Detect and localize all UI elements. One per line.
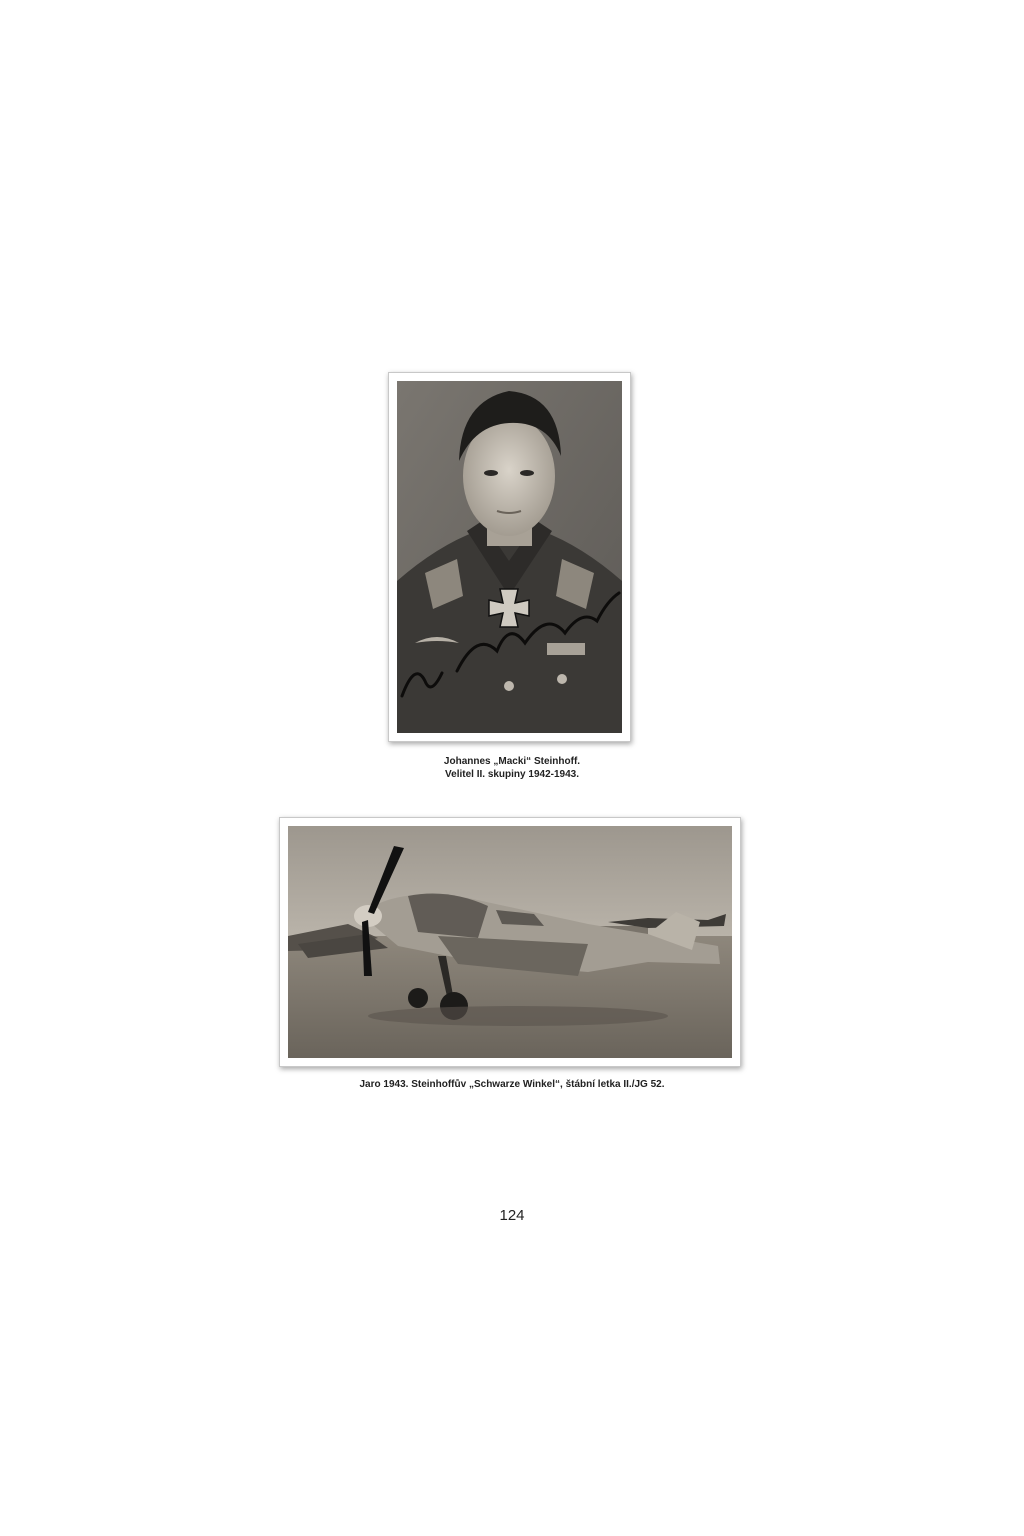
portrait-photo-frame — [388, 372, 631, 742]
aircraft-caption — [0, 1078, 1024, 1091]
page-number: 124 — [499, 1207, 525, 1224]
portrait-caption — [0, 755, 1024, 781]
portrait-caption-line-1: Johannes „Macki“ Steinhoff. — [443, 756, 581, 767]
aircraft-photo — [288, 826, 732, 1058]
aircraft-caption-line-1: Jaro 1943. Steinhoffův „Schwarze Winkel“, štábní letka II./JG 52. — [359, 1079, 665, 1090]
portrait-photo — [397, 381, 622, 733]
aircraft-photo-frame — [279, 817, 741, 1067]
portrait-caption-line-2: Velitel II. skupiny 1942-1943. — [445, 769, 579, 780]
